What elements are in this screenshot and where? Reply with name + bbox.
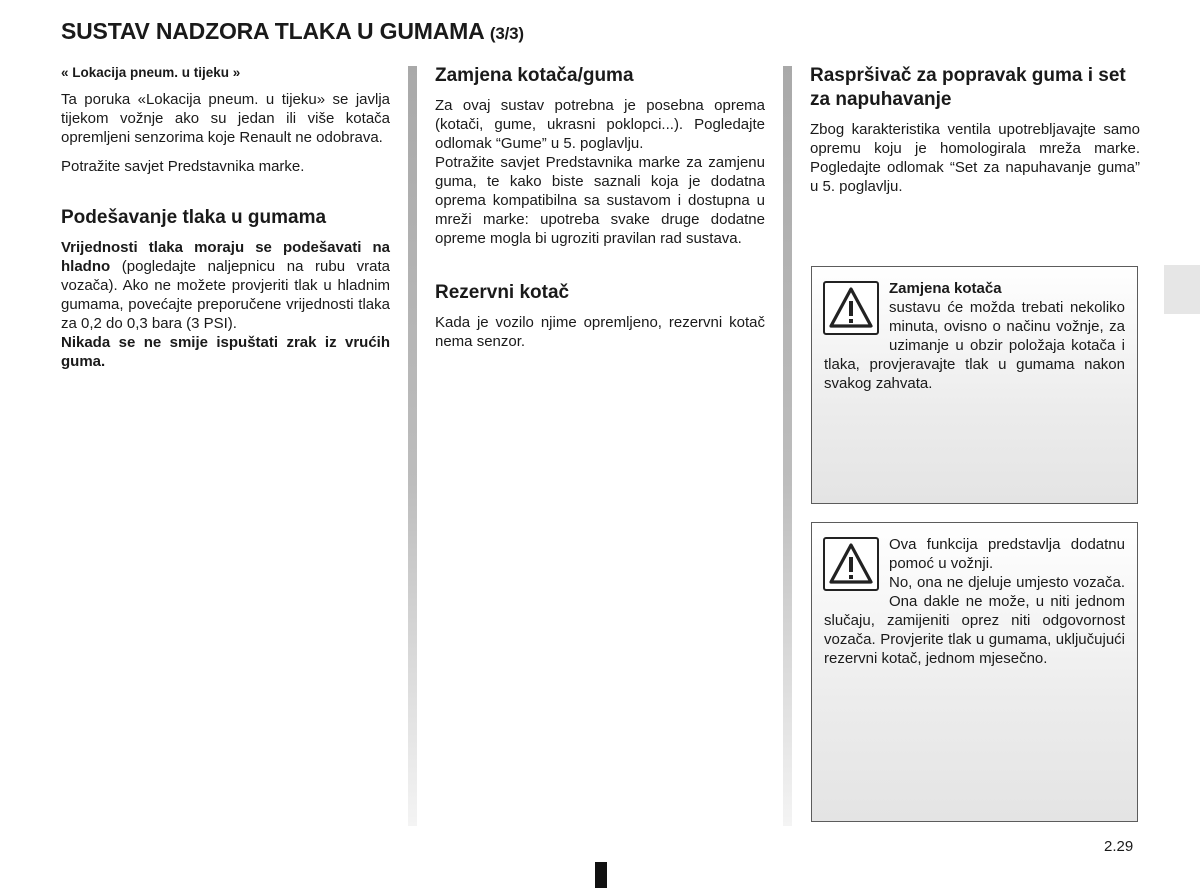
pressure-hot-warning: Nikada se ne smije ispuštati zrak iz vrućih guma. xyxy=(61,334,390,370)
spare-heading: Rezervni kotač xyxy=(435,282,570,303)
column-divider-bar xyxy=(408,66,417,826)
warning-text: sustavu će možda trebati nekoliko minuta, ovisno o načinu vožnje, za uzimanje u obzir položaja kotača i tlaka, provjeravajte tlak u gumama nakon svakog zahvata. xyxy=(824,299,1125,392)
page-title xyxy=(61,18,524,45)
column-left xyxy=(61,64,390,371)
warning-box-wheel-replacement xyxy=(811,266,1138,504)
replace-text-1: Za ovaj sustav potrebna je posebna oprema (kotači, gume, ukrasni poklopci...). Pogledajte odlomak “Gume” u 5. poglavlju. xyxy=(435,97,765,152)
page-part-indicator: (3/3) xyxy=(489,24,524,43)
warning-triangle-icon xyxy=(823,537,879,591)
spare-text: Kada je vozilo njime opremljeno, rezervni kotač nema senzor. xyxy=(435,314,765,350)
location-advice: Potražite savjet Predstavnika marke. xyxy=(61,158,305,175)
location-heading: « Lokacija pneum. u tijeku » xyxy=(61,65,241,80)
column-middle xyxy=(435,64,765,351)
print-mark xyxy=(595,862,607,888)
sprayer-heading: Raspršivač za popravak guma i set za napuhavanje xyxy=(810,65,1126,110)
warning-triangle-icon xyxy=(823,281,879,335)
pressure-heading: Podešavanje tlaka u gumama xyxy=(61,207,327,228)
warning-text-2: No, ona ne djeluje umjesto vozača. Ona dakle ne može, u niti jednom slučaju, zamijeniti oprez niti odgovornost vozača. Provjerite tlak u gumama, uključujući rezervni kotač, jednom mjesečno. xyxy=(824,574,1125,667)
page-title-text: SUSTAV NADZORA TLAKA U GUMAMA xyxy=(61,18,484,44)
pressure-text: (pogledajte naljepnicu na rubu vrata vozača). Ako ne možete provjeriti tlak u hladnim gumama, povećajte preporučene vrijednosti tlaka za 0,2 do 0,3 bara (3 PSI). xyxy=(61,258,390,332)
sprayer-text: Zbog karakteristika ventila upotrebljavajte samo opremu koju je homologirala mreža marke. Pogledajte odlomak “Set za napuhavanje guma” u 5. poglavlju. xyxy=(810,121,1140,195)
replace-heading: Zamjena kotača/guma xyxy=(435,65,634,86)
pressure-cold-note: Vrijednosti tlaka moraju se podešavati na hladno xyxy=(61,239,390,275)
column-right xyxy=(810,64,1140,196)
location-text: Ta poruka «Lokacija pneum. u tijeku» se javlja tijekom vožnje ako su jedan ili više kotača opremljeni senzorima koje Renault ne odobrava. xyxy=(61,91,390,146)
pressure-paragraph xyxy=(61,238,390,333)
page-number: 2.29 xyxy=(1104,838,1134,855)
replace-text-2: Potražite savjet Predstavnika marke za zamjenu guma, te kako biste saznali koja je dodatna oprema kompatibilna sa sustavom i dostupna u mreži marke: upotreba svake druge dodatne opreme mogla bi ugroziti pravilan rad sustava. xyxy=(435,154,765,247)
warning-box-driver-responsibility xyxy=(811,522,1138,822)
warning-title: Zamjena kotača xyxy=(889,280,1002,297)
column-divider-bar xyxy=(783,66,792,826)
chapter-tab-marker xyxy=(1164,265,1200,314)
warning-text-1: Ova funkcija predstavlja dodatnu pomoć u vožnji. xyxy=(889,536,1125,572)
